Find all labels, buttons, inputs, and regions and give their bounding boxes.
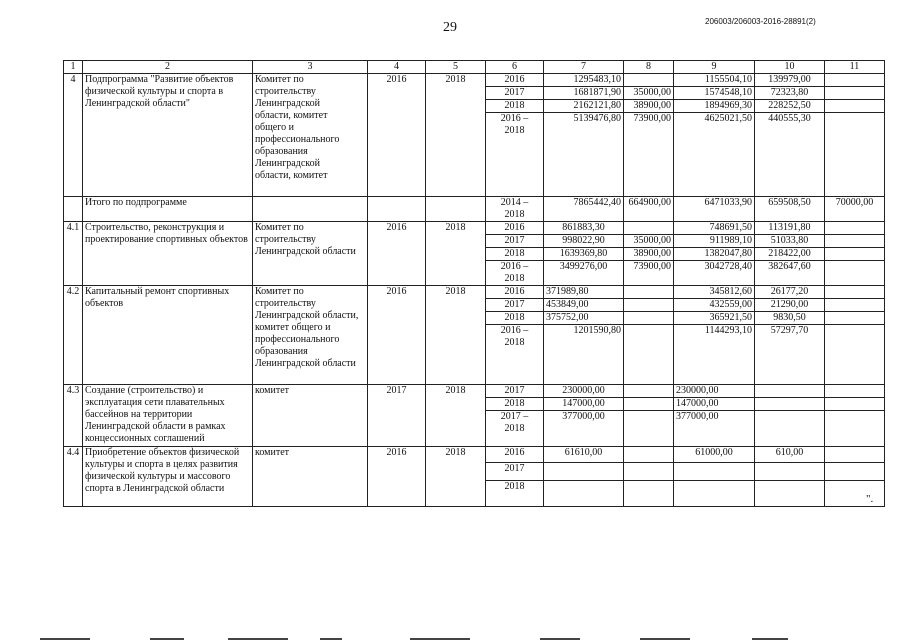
closing-quote-mark: ". [866, 493, 874, 505]
regional-amount: 432559,00 [674, 299, 755, 312]
municipal-amount [755, 398, 825, 411]
other-amount: 70000,00 [825, 197, 885, 222]
regional-amount: 911989,10 [674, 235, 755, 248]
federal-amount: 35000,00 [624, 235, 674, 248]
regional-amount [674, 463, 755, 481]
start-year: 2016 [368, 74, 426, 197]
total-amount: 371989,80 [544, 286, 624, 299]
municipal-amount [755, 411, 825, 447]
other-amount [825, 385, 885, 398]
regional-amount: 1382047,80 [674, 248, 755, 261]
document-code: 206003/206003-2016-28891(2) [705, 17, 816, 26]
total-amount [544, 481, 624, 507]
federal-amount: 38900,00 [624, 248, 674, 261]
federal-amount [624, 74, 674, 87]
total-amount: 998022,90 [544, 235, 624, 248]
table-row [64, 447, 885, 463]
year: 2017 [486, 235, 544, 248]
table-row [64, 74, 885, 87]
municipal-amount: 382647,60 [755, 261, 825, 286]
regional-amount: 3042728,40 [674, 261, 755, 286]
col-header-9: 9 [674, 61, 755, 74]
other-amount [825, 481, 885, 507]
total-amount: 7865442,40 [544, 197, 624, 222]
federal-amount [624, 463, 674, 481]
year: 2016 [486, 447, 544, 463]
table-row-total [64, 197, 885, 222]
end-year: 2018 [426, 222, 486, 286]
other-amount [825, 113, 885, 197]
executor: Комитет по строительству Ленинградской области, комитет общего и профессионального образования Ленинградской области [253, 286, 368, 385]
start-year: 2016 [368, 222, 426, 286]
regional-amount: 1155504,10 [674, 74, 755, 87]
other-amount [825, 325, 885, 385]
regional-amount: 377000,00 [674, 411, 755, 447]
total-amount: 3499276,00 [544, 261, 624, 286]
row-number: 4 [64, 74, 83, 197]
measure-name: Создание (строительство) и эксплуатация сети плавательных бассейнов на территории Ленинградской области в рамках концессионных соглашений [83, 385, 253, 447]
total-amount: 1681871,90 [544, 87, 624, 100]
federal-amount [624, 481, 674, 507]
federal-amount [624, 385, 674, 398]
municipal-amount [755, 481, 825, 507]
other-amount [825, 235, 885, 248]
regional-amount: 345812,60 [674, 286, 755, 299]
total-amount: 377000,00 [544, 411, 624, 447]
municipal-amount: 610,00 [755, 447, 825, 463]
row-number: 4.3 [64, 385, 83, 447]
total-amount: 1295483,10 [544, 74, 624, 87]
measure-name: Строительство, реконструкция и проектирование спортивных объектов [83, 222, 253, 286]
end-year: 2018 [426, 74, 486, 197]
regional-amount: 147000,00 [674, 398, 755, 411]
other-amount [825, 74, 885, 87]
budget-table [63, 60, 885, 507]
regional-amount: 230000,00 [674, 385, 755, 398]
other-amount [825, 312, 885, 325]
scan-edge-marks [0, 632, 905, 640]
municipal-amount: 9830,50 [755, 312, 825, 325]
year: 2018 [486, 100, 544, 113]
other-amount [825, 299, 885, 312]
total-amount: 375752,00 [544, 312, 624, 325]
executor: комитет [253, 447, 368, 507]
federal-amount: 38900,00 [624, 100, 674, 113]
col-header-11: 11 [825, 61, 885, 74]
end-year: 2018 [426, 286, 486, 385]
federal-amount [624, 447, 674, 463]
year: 2016 – 2018 [486, 113, 544, 197]
year: 2018 [486, 312, 544, 325]
municipal-amount: 21290,00 [755, 299, 825, 312]
regional-amount: 1894969,30 [674, 100, 755, 113]
executor: Комитет по строительству Ленинградской области, комитет общего и профессионального образования Ленинградской области, комитет [253, 74, 368, 197]
municipal-amount: 440555,30 [755, 113, 825, 197]
total-amount: 453849,00 [544, 299, 624, 312]
total-amount: 61610,00 [544, 447, 624, 463]
year: 2016 [486, 74, 544, 87]
total-amount: 147000,00 [544, 398, 624, 411]
other-amount [825, 463, 885, 481]
federal-amount [624, 312, 674, 325]
federal-amount [624, 398, 674, 411]
municipal-amount [755, 385, 825, 398]
col-header-2: 2 [83, 61, 253, 74]
federal-amount [624, 286, 674, 299]
federal-amount [624, 299, 674, 312]
col-header-4: 4 [368, 61, 426, 74]
measure-name: Приобретение объектов физической культуры и спорта в целях развития физической культуры и массового спорта в Ленинградской области [83, 447, 253, 507]
year: 2016 [486, 222, 544, 235]
municipal-amount: 228252,50 [755, 100, 825, 113]
federal-amount: 73900,00 [624, 261, 674, 286]
municipal-amount: 26177,20 [755, 286, 825, 299]
regional-amount [674, 481, 755, 507]
federal-amount: 35000,00 [624, 87, 674, 100]
year: 2017 [486, 463, 544, 481]
col-header-3: 3 [253, 61, 368, 74]
executor: комитет [253, 385, 368, 447]
col-header-5: 5 [426, 61, 486, 74]
municipal-amount: 113191,80 [755, 222, 825, 235]
municipal-amount: 218422,00 [755, 248, 825, 261]
municipal-amount: 57297,70 [755, 325, 825, 385]
year: 2018 [486, 248, 544, 261]
year: 2018 [486, 481, 544, 507]
regional-amount: 4625021,50 [674, 113, 755, 197]
col-header-10: 10 [755, 61, 825, 74]
year: 2014 – 2018 [486, 197, 544, 222]
total-amount: 1639369,80 [544, 248, 624, 261]
other-amount [825, 286, 885, 299]
other-amount [825, 222, 885, 235]
year: 2016 [486, 286, 544, 299]
table-row [64, 222, 885, 235]
total-amount: 2162121,80 [544, 100, 624, 113]
year: 2017 [486, 385, 544, 398]
start-year: 2016 [368, 286, 426, 385]
total-amount [544, 463, 624, 481]
measure-name: Подпрограмма "Развитие объектов физической культуры и спорта в Ленинградской области" [83, 74, 253, 197]
federal-amount [624, 222, 674, 235]
year: 2017 [486, 87, 544, 100]
federal-amount: 664900,00 [624, 197, 674, 222]
year: 2016 – 2018 [486, 261, 544, 286]
total-label: Итого по подпрограмме [83, 197, 253, 222]
col-header-8: 8 [624, 61, 674, 74]
column-header-row [64, 61, 885, 74]
row-number: 4.2 [64, 286, 83, 385]
year: 2017 – 2018 [486, 411, 544, 447]
col-header-1: 1 [64, 61, 83, 74]
end-year: 2018 [426, 447, 486, 507]
col-header-7: 7 [544, 61, 624, 74]
regional-amount: 748691,50 [674, 222, 755, 235]
executor: Комитет по строительству Ленинградской области [253, 222, 368, 286]
regional-amount: 1574548,10 [674, 87, 755, 100]
municipal-amount: 51033,80 [755, 235, 825, 248]
other-amount [825, 411, 885, 447]
measure-name: Капитальный ремонт спортивных объектов [83, 286, 253, 385]
page-number: 29 [443, 20, 457, 35]
row-number: 4.4 [64, 447, 83, 507]
year: 2017 [486, 299, 544, 312]
table-row [64, 385, 885, 398]
other-amount [825, 100, 885, 113]
regional-amount: 365921,50 [674, 312, 755, 325]
municipal-amount: 659508,50 [755, 197, 825, 222]
end-year: 2018 [426, 385, 486, 447]
row-number: 4.1 [64, 222, 83, 286]
total-amount: 5139476,80 [544, 113, 624, 197]
federal-amount [624, 411, 674, 447]
regional-amount: 1144293,10 [674, 325, 755, 385]
other-amount [825, 398, 885, 411]
start-year: 2017 [368, 385, 426, 447]
regional-amount: 61000,00 [674, 447, 755, 463]
col-header-6: 6 [486, 61, 544, 74]
year: 2018 [486, 398, 544, 411]
other-amount [825, 261, 885, 286]
municipal-amount: 139979,00 [755, 74, 825, 87]
municipal-amount: 72323,80 [755, 87, 825, 100]
year: 2016 – 2018 [486, 325, 544, 385]
total-amount: 230000,00 [544, 385, 624, 398]
table-row [64, 286, 885, 299]
start-year: 2016 [368, 447, 426, 507]
other-amount [825, 87, 885, 100]
total-amount: 861883,30 [544, 222, 624, 235]
federal-amount: 73900,00 [624, 113, 674, 197]
other-amount [825, 248, 885, 261]
total-amount: 1201590,80 [544, 325, 624, 385]
federal-amount [624, 325, 674, 385]
regional-amount: 6471033,90 [674, 197, 755, 222]
other-amount [825, 447, 885, 463]
municipal-amount [755, 463, 825, 481]
